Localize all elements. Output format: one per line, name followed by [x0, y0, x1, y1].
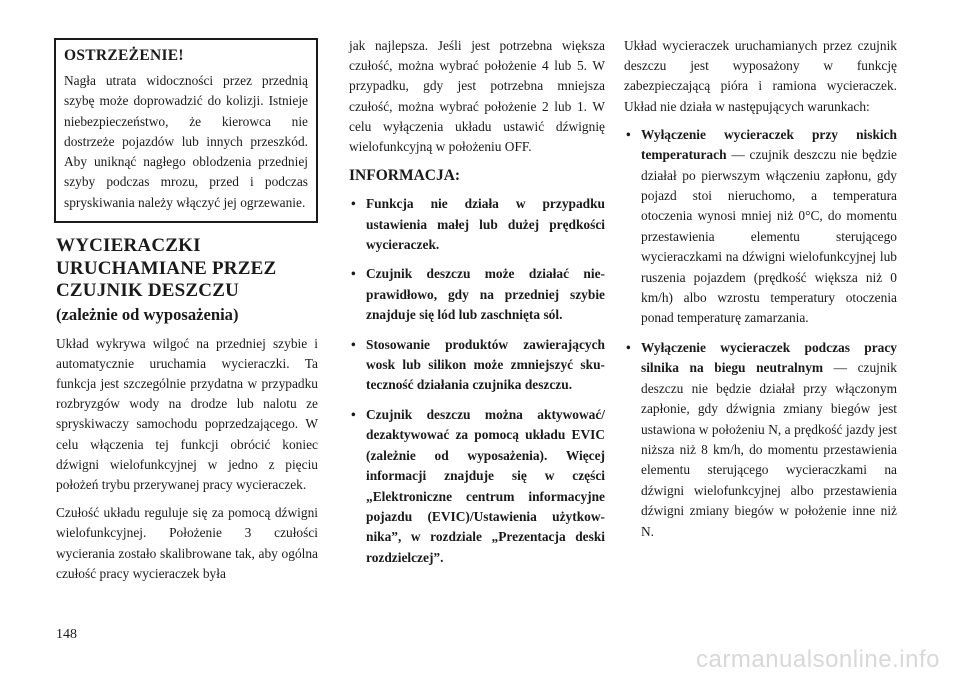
info-list	[349, 194, 605, 568]
list-item	[624, 338, 897, 542]
page-number: 148	[56, 627, 77, 642]
list-item	[624, 125, 897, 329]
list-item-text: Stosowanie produktów zawierających wosk lub silikon może zmniejszyć skuteczność działania czujnika deszczu.	[366, 336, 605, 393]
conditions-list	[624, 125, 897, 542]
bullet-icon: •	[351, 406, 356, 422]
bullet-icon: •	[626, 126, 631, 142]
section-title-line: URUCHAMIANE PRZEZ	[56, 257, 277, 279]
list-item-text: — czujnik deszczu nie będzie działał po pierwszym włączeniu zapłonu, gdy pojazd stoi nieruchomo, a temperatura otoczenia wynosi mniej niż 0°C, do momentu przestawienia elementu sterującego wycieraczkami na dźwigni wielofunkcyjnej lub ruszenia pojazdem (prędkość większa niż 0 km/h) albo wzrostu temperatury otoczenia ponad temperaturę zamarzania.	[641, 147, 897, 326]
body-paragraph: jak najlepsza. Jeśli jest potrzebna większa czułość, można wybrać położenie 4 lub 5. W przypadku, gdy jest potrzebna mniejsza czułość, można wybrać położenie 2 lub 1. W celu wyłączenia układu ustawić dźwignię wielofunkcyjną w położeniu OFF.	[349, 38, 605, 155]
middle-column	[349, 36, 605, 577]
list-item-text: — czujnik deszczu nie będzie działał przy włączonym zapłonie, gdy dźwignia zmiany biegów jest ustawiona w położeniu N, a prędkość jazdy jest niższa niż 8 km/h, do momentu przestawienia elementu sterującego wycieraczkami na dźwigni wielofunkcyjnej albo przestawienia dźwigni zmiany biegów w położenie inne niż N.	[641, 360, 898, 539]
bullet-icon: •	[351, 266, 356, 282]
bullet-icon: •	[351, 196, 356, 212]
body-paragraph: Układ wykrywa wilgoć na przedniej szybie i automatycznie uruchamia wycieraczki. Ta funkcja jest szczególnie przydatna w przypadku rozbryzgów wody na drodze lub nalotu ze spryskiwaczy samochodu poprzedzającego. W celu włączenia tej funkcji obrócić koniec dźwigni wielofunkcyjnej w jedno z pięciu położeń trybu przerywanej pracy wycieraczek.	[56, 335, 318, 492]
list-item	[349, 194, 605, 255]
body-paragraph: Czułość układu reguluje się za pomocą dźwigni wielofunkcyjnej. Położenie 3 czułości wycierania zostało skalibrowane tak, aby ogólna czułość pracy wycieraczek była	[56, 505, 318, 581]
warning-text: Nagła utrata widoczności przez przednią szybę może doprowadzić do kolizji. Istnieje niebezpieczeństwo, że kierowca nie dostrzeże pojazdów lub innych przeszkód. Aby uniknąć nagłego oblodzenia przedniej szyby podczas mrozu, przed i podczas spryskiwania należy włączyć jej ogrzewanie.	[64, 73, 308, 210]
right-column	[624, 36, 897, 551]
list-item-text: Czujnik deszczu można aktywować/ dezaktywować za pomocą układu EVIC (zależnie od wyposażenia). Więcej informacji znajduje się w części „Elektroniczne centrum informacyjne pojazdu (EVIC)/Ustawienia użytkownika”, w rozdziale „Prezentacja deski rozdzielczej”.	[366, 406, 605, 565]
list-item-text: Funkcja nie działa w przypadku ustawienia małej lub dużej prędkości wycieraczek.	[366, 196, 605, 253]
warning-title: OSTRZEŻENIE!	[64, 47, 184, 64]
section-title-line: CZUJNIK DESZCZU	[56, 280, 240, 302]
list-item	[349, 264, 605, 325]
list-item-lead: Wyłączenie wycieraczek podczas pracy silnika na biegu neutralnym	[641, 339, 897, 376]
warning-box	[54, 38, 318, 223]
section-subtitle: (zależnie od wyposażenia)	[56, 304, 239, 324]
list-item-text: Czujnik deszczu może działać nieprawidłowo, gdy na przedniej szybie znajduje się lód lub zaschnięta sól.	[366, 266, 605, 323]
list-item	[349, 405, 605, 568]
list-item-lead: Wyłączenie wycieraczek przy niskich temperaturach	[641, 126, 897, 163]
info-heading: INFORMACJA:	[349, 167, 461, 185]
bullet-icon: •	[626, 339, 631, 355]
bullet-icon: •	[351, 336, 356, 352]
list-item	[349, 335, 605, 396]
section-title-line: WYCIERACZKI	[56, 235, 201, 257]
section-title	[56, 235, 318, 303]
body-paragraph: Układ wycieraczek uruchamianych przez czujnik deszczu jest wyposażony w funkcję zabezpieczającą pióra i ramiona wycieraczek. Układ nie działa w następujących warunkach:	[624, 38, 897, 114]
left-column	[56, 38, 318, 592]
watermark: carmanualsonline.info	[696, 646, 940, 673]
